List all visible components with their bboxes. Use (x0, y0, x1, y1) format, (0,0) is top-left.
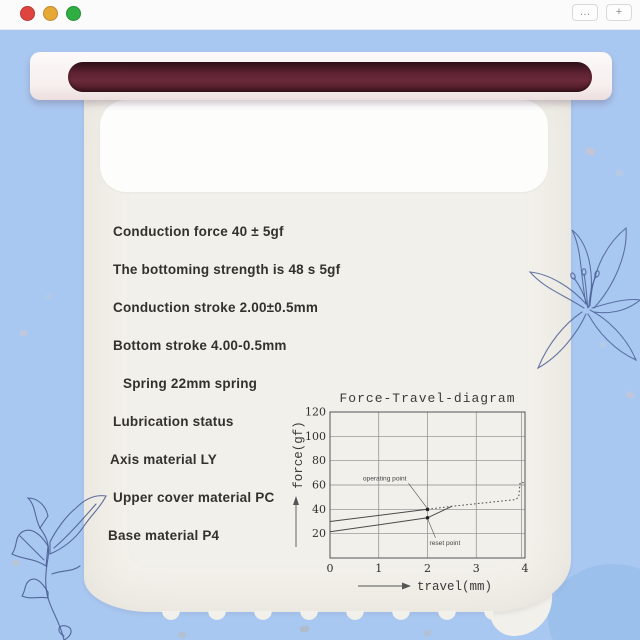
series-dotted (428, 483, 525, 510)
window-buttons (572, 4, 632, 21)
y-tick-label: 80 (312, 454, 326, 468)
y-arrow-head (293, 496, 299, 505)
zoom-button[interactable] (66, 6, 81, 21)
window-controls (20, 6, 81, 21)
y-tick-label: 20 (312, 527, 326, 541)
x-axis-label: travel(mm) (417, 580, 493, 594)
x-tick-label: 3 (472, 562, 480, 575)
confetti-speck (12, 560, 20, 566)
data-point-marker (426, 508, 430, 512)
y-tick-label: 60 (312, 478, 326, 492)
spec-item-lubrication: Lubrication status (113, 414, 234, 429)
close-button[interactable] (20, 6, 35, 21)
spec-item-axis-material: Axis material LY (110, 452, 218, 467)
confetti-speck (46, 293, 53, 299)
spec-item-conduction-force: Conduction force 40 ± 5gf (113, 224, 284, 239)
spec-item-bottoming-strength: The bottoming strength is 48 s 5gf (113, 262, 341, 277)
chart-title: Force-Travel-diagram (339, 391, 516, 406)
confetti-speck (177, 631, 186, 639)
confetti-speck (600, 342, 606, 348)
annotation-leader (428, 520, 436, 538)
confetti-speck (20, 330, 27, 336)
spec-item-conduction-stroke: Conduction stroke 2.00±0.5mm (113, 300, 319, 315)
minimize-button[interactable] (43, 6, 58, 21)
new-tab-button[interactable]: + (606, 4, 632, 21)
force-travel-chart (290, 385, 540, 595)
x-arrow-head (402, 583, 411, 590)
y-tick-label: 120 (305, 405, 326, 419)
y-tick-label: 100 (305, 429, 326, 443)
overflow-menu-button[interactable]: … (572, 4, 598, 21)
force-travel-chart-svg (290, 385, 540, 595)
holder-rail (68, 62, 592, 92)
confetti-speck (300, 625, 310, 632)
y-axis-label: force(gf) (292, 421, 306, 489)
paper-scalloped-edge (148, 611, 493, 622)
confetti-speck (615, 169, 623, 177)
annotation-label: operating point (362, 475, 407, 483)
x-tick-label: 4 (521, 562, 529, 575)
y-tick-label: 40 (312, 502, 326, 516)
confetti-speck (424, 630, 431, 636)
x-tick-label: 2 (424, 562, 431, 575)
browser-top-bar (0, 0, 640, 30)
title-panel (100, 100, 548, 192)
confetti-speck (625, 390, 635, 399)
spec-item-bottom-stroke: Bottom stroke 4.00-0.5mm (113, 338, 287, 353)
annotation-leader (409, 483, 427, 507)
spec-item-spring: Spring 22mm spring (123, 376, 258, 391)
x-tick-label: 1 (375, 562, 383, 575)
x-tick-label: 0 (326, 562, 334, 575)
paper-holder-bar (30, 52, 612, 100)
annotation-label: reset point (429, 539, 461, 547)
data-point-marker (426, 516, 430, 520)
spec-item-base-material: Base material P4 (108, 528, 220, 543)
confetti-speck (585, 147, 596, 157)
spec-item-upper-cover: Upper cover material PC (113, 490, 275, 505)
